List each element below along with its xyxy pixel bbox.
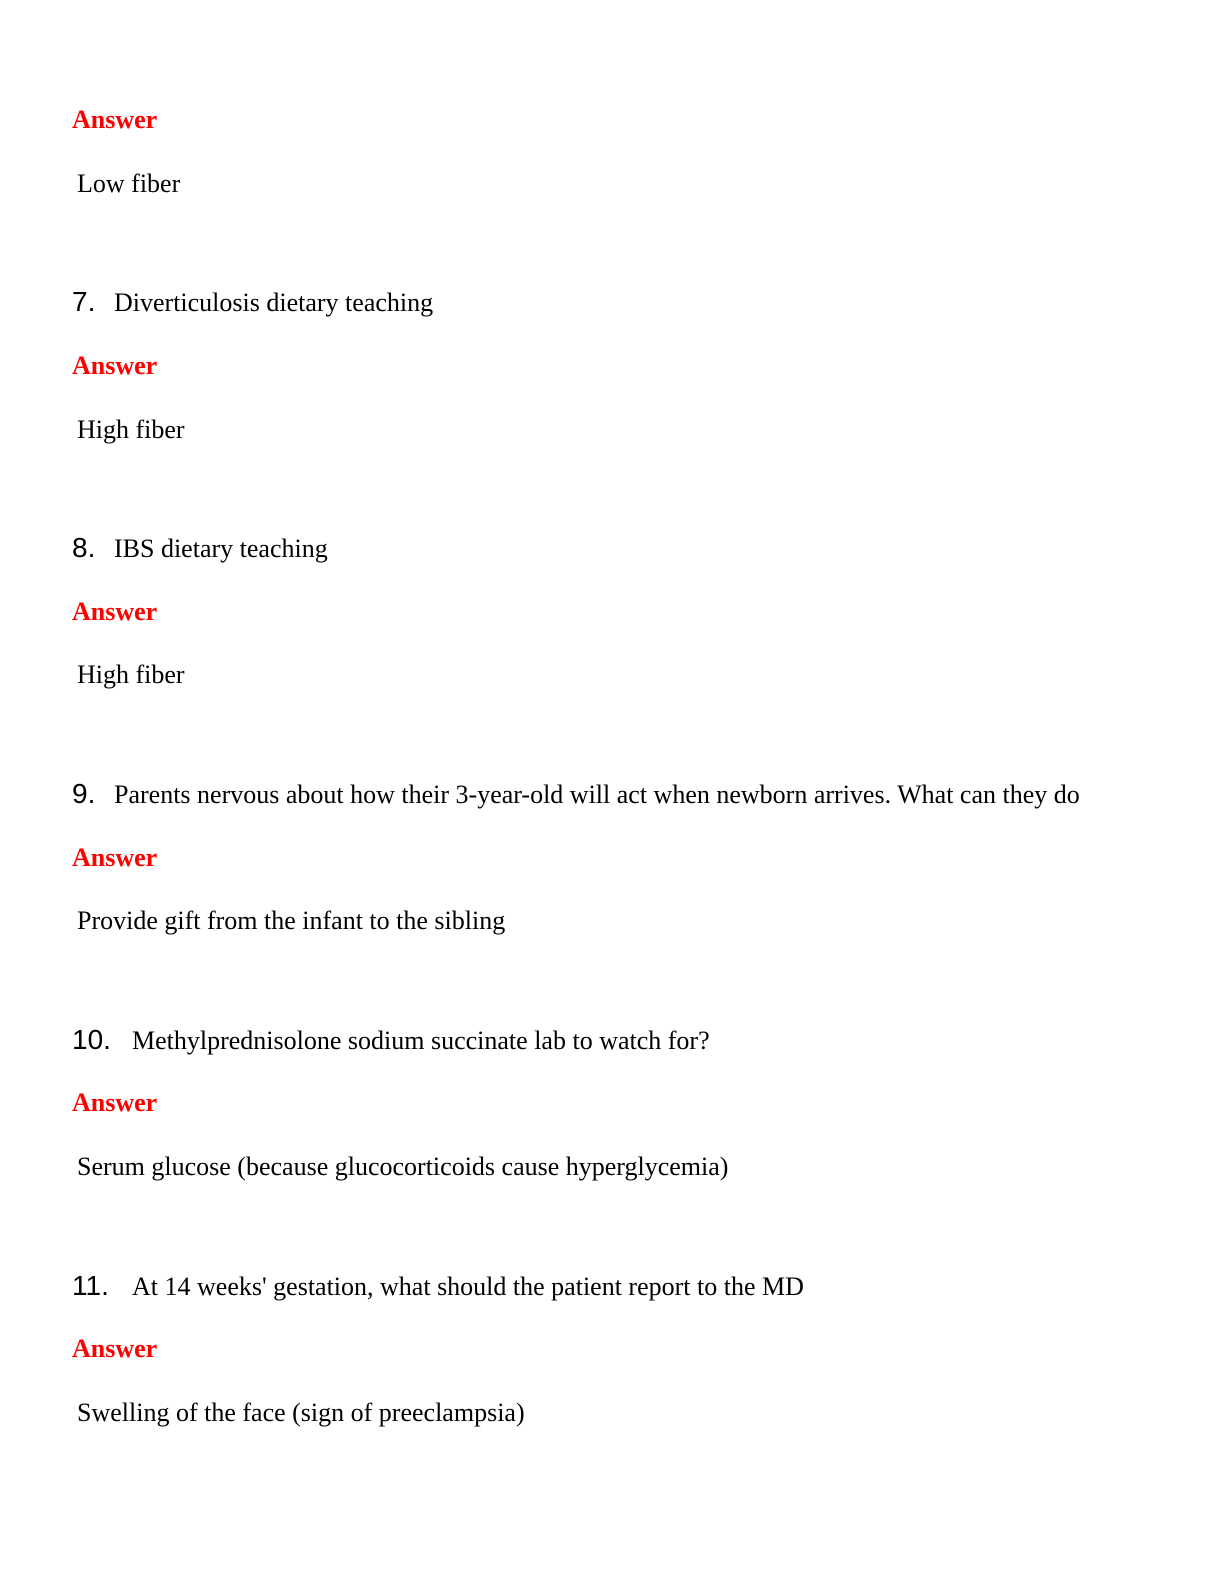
answer-label: Answer [72, 1334, 158, 1363]
answer-text: High fiber [77, 660, 185, 689]
question-8 [72, 534, 328, 562]
question-9 [72, 780, 1080, 808]
question-text: Diverticulosis dietary teaching [114, 288, 434, 317]
question-text: Methylprednisolone sodium succinate lab to watch for? [132, 1026, 710, 1055]
question-text: IBS dietary teaching [114, 534, 328, 563]
question-number: 9. [72, 778, 96, 809]
question-10 [72, 1026, 710, 1054]
question-7 [72, 288, 433, 316]
question-number: 11. [72, 1270, 109, 1301]
answer-text: Low fiber [77, 169, 181, 198]
answer-label: Answer [72, 843, 158, 872]
question-11 [72, 1272, 804, 1300]
answer-text: Swelling of the face (sign of preeclampsia) [77, 1398, 525, 1427]
answer-label: Answer [72, 1088, 158, 1117]
answer-label: Answer [72, 105, 158, 134]
answer-label: Answer [72, 351, 158, 380]
question-text: Parents nervous about how their 3-year-old will act when newborn arrives. What can they do [114, 780, 1080, 809]
question-number: 8. [72, 532, 96, 563]
question-number: 7. [72, 286, 96, 317]
question-text: At 14 weeks' gestation, what should the patient report to the MD [132, 1272, 804, 1301]
answer-text: High fiber [77, 415, 185, 444]
question-number: 10. [72, 1024, 111, 1055]
answer-label: Answer [72, 597, 158, 626]
answer-text: Provide gift from the infant to the sibling [77, 906, 506, 935]
answer-text: Serum glucose (because glucocorticoids cause hyperglycemia) [77, 1152, 729, 1181]
